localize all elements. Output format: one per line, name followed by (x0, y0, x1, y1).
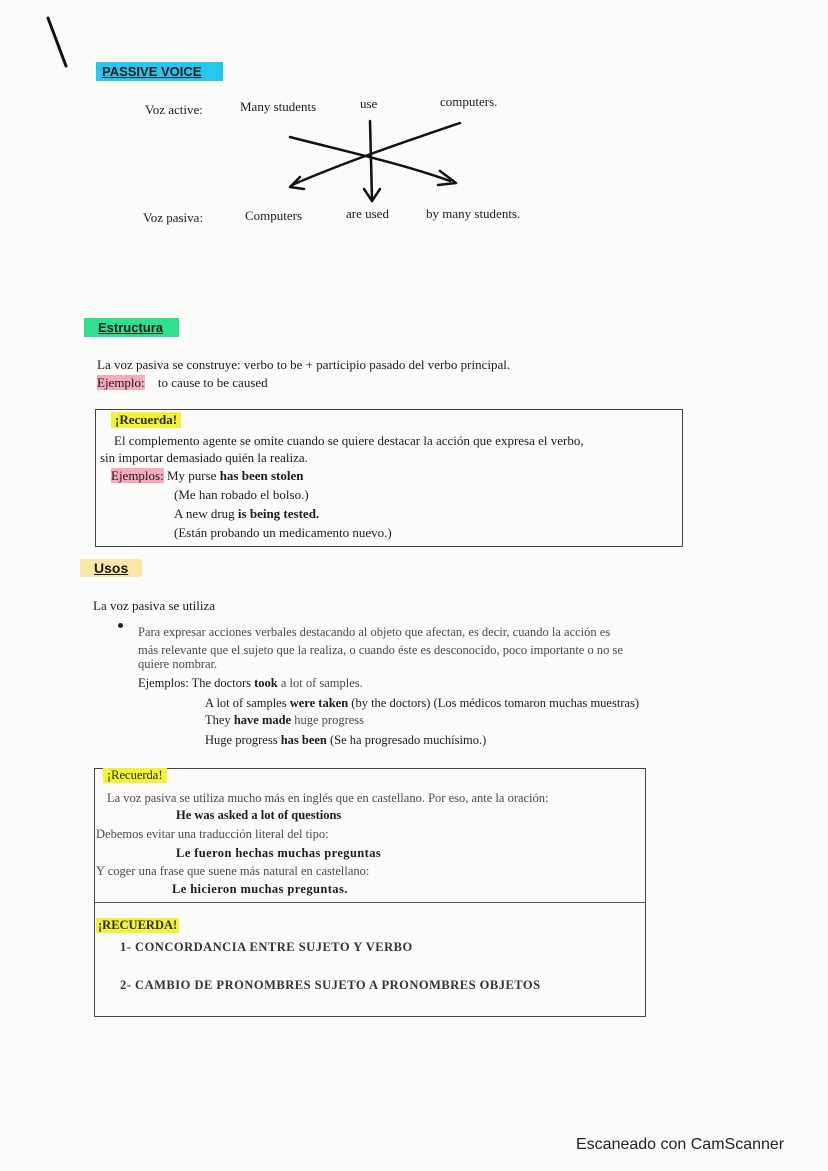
ejemplos-label: Ejemplos: (111, 468, 164, 483)
recuerda1-example4: (Están probando un medicamento nuevo.) (174, 525, 392, 540)
e1-b: took (254, 676, 278, 690)
pen-mark-icon (40, 14, 80, 74)
passive-agent: by many students. (426, 206, 521, 221)
recuerda2-line3: Debemos evitar una traducción literal del tipo: (96, 827, 329, 841)
usos-bullet-line3: quiere nombrar. (138, 657, 218, 671)
usos-example2 (205, 696, 639, 711)
box-divider (94, 902, 645, 903)
recuerda1-example2: (Me han robado el bolso.) (174, 487, 309, 502)
passive-verb: are used (346, 206, 389, 221)
active-label: Voz active: (145, 102, 203, 117)
section-title-passive-voice: PASSIVE VOICE (96, 62, 223, 81)
e2-b: were taken (289, 696, 349, 710)
recuerda2-line6: Le hicieron muchas preguntas. (172, 882, 348, 896)
camscanner-watermark: Escaneado con CamScanner (576, 1136, 785, 1153)
recuerda1-line1: El complemento agente se omite cuando se quiere destacar la acción que expresa el verbo, (114, 433, 584, 448)
recuerda1-example1 (111, 468, 303, 484)
usos-bullet-line1: Para expresar acciones verbales destacando al objeto que afectan, es decir, cuando la acción es (138, 625, 611, 639)
recuerda2-line5: Y coger una frase que suene más natural en castellano: (96, 864, 370, 878)
active-object: computers. (440, 94, 498, 109)
bullet-icon (118, 623, 123, 628)
section-title-estructura: Estructura (84, 318, 179, 337)
e1-c: a lot of samples. (277, 676, 363, 690)
e2-a: A lot of samples (205, 696, 290, 710)
ejemplo-label: Ejemplo: (97, 375, 145, 390)
usos-ejemplos-label: Ejemplos: (138, 676, 189, 690)
recuerda1-example3 (174, 506, 319, 522)
ex3-bold: is being tested. (237, 506, 320, 521)
usos-bullet-line2: más relevante que el sujeto que la realiza, o cuando éste es desconocido, poco importante o no se (138, 643, 623, 657)
passive-label: Voz pasiva: (143, 210, 204, 225)
section-title-usos: Usos (80, 559, 142, 577)
e4-b: has been (280, 733, 327, 747)
recuerda-item-1: 1- CONCORDANCIA ENTRE SUJETO Y VERBO (120, 940, 413, 954)
e3-a: They (205, 713, 234, 727)
active-subject: Many students (240, 99, 317, 114)
recuerda1-line2: sin importar demasiado quién la realiza. (100, 450, 308, 465)
e4-c: (Se ha progresado muchísimo.) (326, 733, 487, 747)
usos-example3 (205, 713, 364, 728)
recuerda2-line1: La voz pasiva se utiliza mucho más en inglés que en castellano. Por eso, ante la oración: (107, 791, 549, 805)
recuerda-title-3: ¡RECUERDA! (98, 918, 178, 932)
estructura-line: La voz pasiva se construye: verbo to be + participio pasado del verbo principal. (97, 357, 511, 372)
ex1-bold: has been stolen (219, 468, 304, 483)
recuerda-title-1: ¡Recuerda! (111, 412, 181, 428)
usos-intro: La voz pasiva se utiliza (93, 598, 216, 613)
transformation-arrows-diagram (280, 115, 480, 205)
e3-b: have made (233, 713, 292, 727)
recuerda2-line2: He was asked a lot of questions (176, 808, 342, 822)
e3-c: huge progress (291, 713, 365, 727)
e1-a: The doctors (191, 676, 255, 690)
e4-a: Huge progress (205, 733, 281, 747)
recuerda-title-2: ¡Recuerda! (103, 768, 167, 783)
passive-subject: Computers (245, 208, 303, 223)
e2-c: (by the doctors) (Los médicos tomaron muchas muestras) (348, 696, 640, 710)
ex1-text: My purse (166, 468, 220, 483)
estructura-example (97, 375, 268, 391)
usos-example1 (138, 676, 363, 691)
usos-example4 (205, 733, 486, 748)
active-verb: use (360, 96, 378, 111)
recuerda2-line4: Le fueron hechas muchas preguntas (176, 846, 382, 860)
ejemplo-text: to cause to be caused (157, 375, 268, 390)
ex3-text: A new drug (174, 506, 238, 521)
recuerda-item-2: 2- CAMBIO DE PRONOMBRES SUJETO A PRONOMBRES OBJETOS (120, 978, 541, 992)
